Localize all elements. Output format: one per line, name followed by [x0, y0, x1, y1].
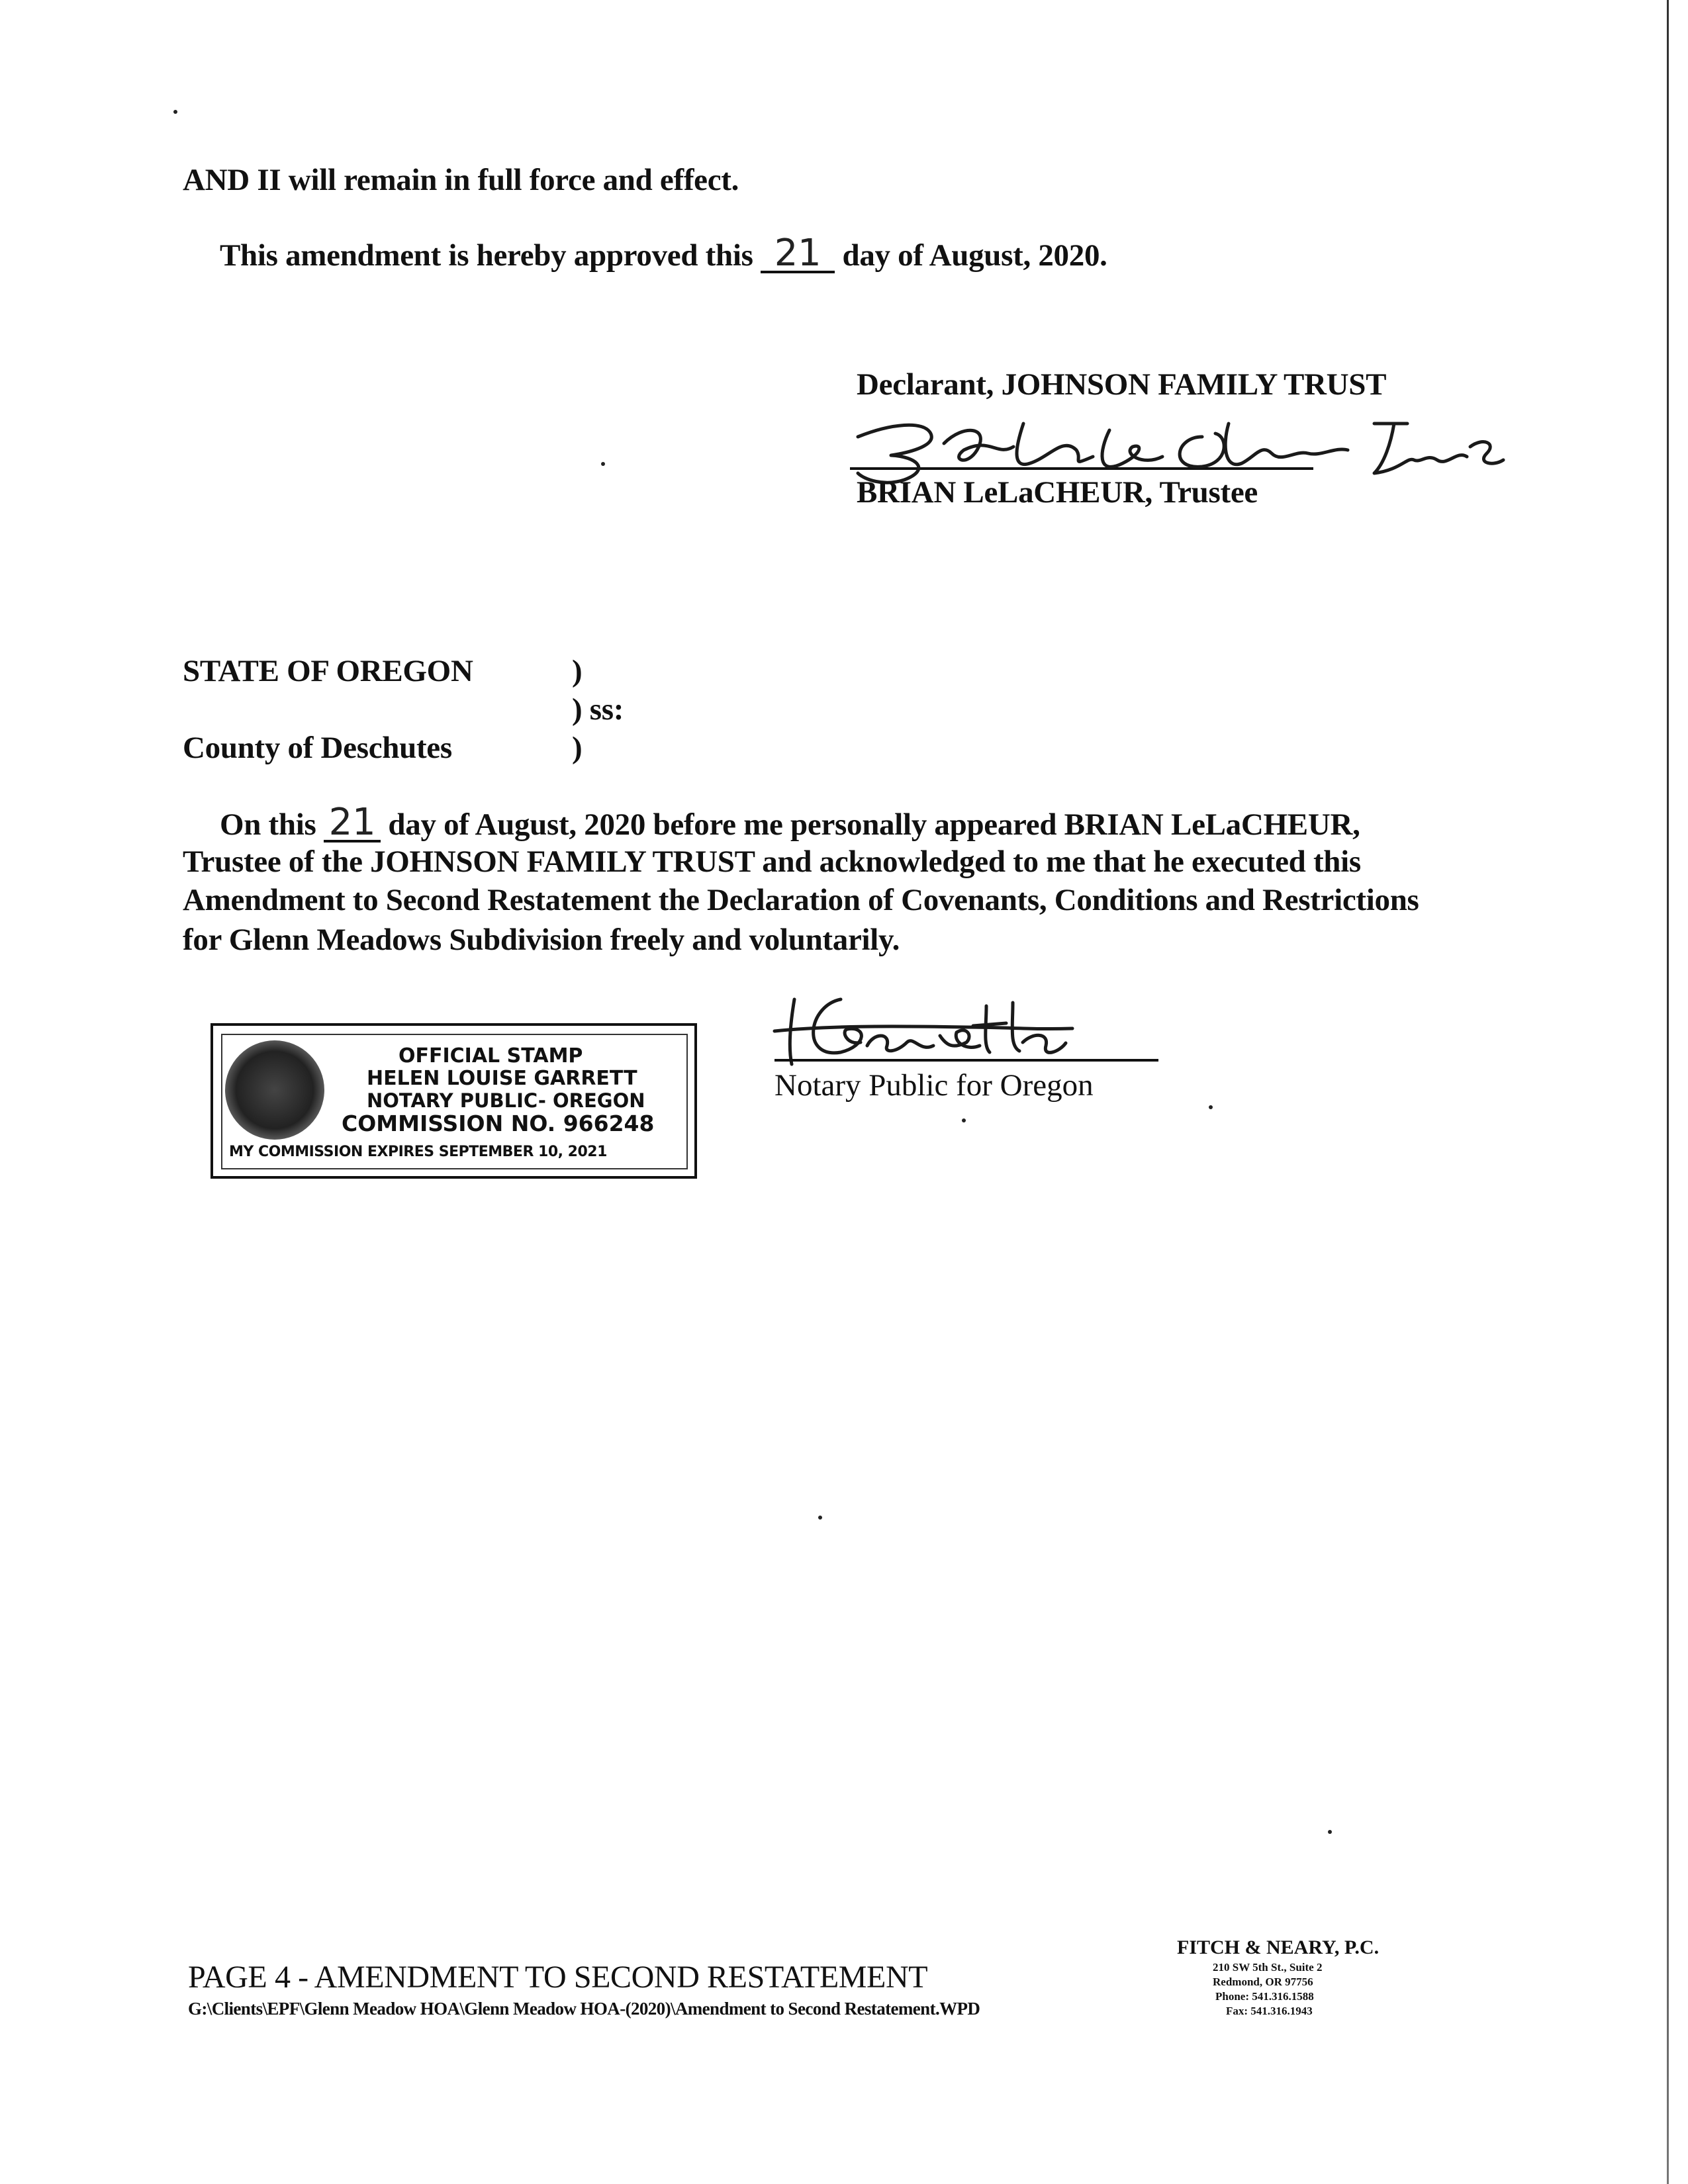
ack-line-1: [220, 801, 1360, 844]
approval-suffix: day of August, 2020.: [842, 238, 1107, 273]
scan-speck: [601, 462, 605, 466]
ack-prefix: On this: [220, 807, 316, 842]
venue-paren-1: ): [572, 654, 583, 688]
notary-title: Notary Public for Oregon: [774, 1068, 1094, 1103]
scan-speck: [1328, 1830, 1332, 1834]
declarant-line: Declarant, JOHNSON FAMILY TRUST: [857, 367, 1387, 402]
scan-speck: [173, 110, 177, 114]
notary-stamp: [211, 1023, 697, 1179]
notary-signature-text: HGarrett: [900, 1019, 906, 1020]
notary-signature: [768, 979, 1112, 1072]
notary-signature-line: [774, 1059, 1158, 1062]
firm-phone: Phone: 541.316.1588: [1215, 1990, 1314, 2003]
venue-paren-2: ) ss:: [572, 692, 624, 727]
firm-name: FITCH & NEARY, P.C.: [1177, 1936, 1380, 1958]
footer-file-path: G:\Clients\EPF\Glenn Meadow HOA\Glenn Meadow HOA-(2020)\Amendment to Second Restatement.WPD: [188, 1999, 980, 2019]
firm-fax: Fax: 541.316.1943: [1226, 2005, 1313, 2017]
ack-line-1-text: day of August, 2020 before me personally appeared BRIAN LeLaCHEUR,: [388, 807, 1360, 842]
venue-state: STATE OF OREGON: [183, 654, 473, 688]
approval-line: [220, 232, 1107, 275]
firm-address-2: Redmond, OR 97756: [1213, 1976, 1313, 1988]
venue-paren-3: ): [572, 731, 583, 765]
stamp-line-4: COMMISSION NO. 966248: [342, 1111, 655, 1136]
approval-prefix: This amendment is hereby approved this: [220, 238, 753, 273]
approval-day-field: 21: [761, 236, 835, 273]
continuation-text: AND II will remain in full force and effect.: [183, 163, 739, 197]
venue-county: County of Deschutes: [183, 731, 452, 765]
scan-speck: [818, 1516, 822, 1520]
oregon-seal-icon: [225, 1040, 324, 1140]
stamp-line-3: NOTARY PUBLIC- OREGON: [367, 1089, 645, 1112]
firm-address-1: 210 SW 5th St., Suite 2: [1213, 1961, 1323, 1974]
stamp-line-2: HELEN LOUISE GARRETT: [367, 1067, 637, 1090]
ack-line-2: Trustee of the JOHNSON FAMILY TRUST and acknowledged to me that he executed this: [183, 844, 1361, 879]
trustee-name: BRIAN LeLaCHEUR, Trustee: [857, 475, 1258, 510]
stamp-line-1: OFFICIAL STAMP: [399, 1044, 583, 1068]
scan-speck: [962, 1118, 966, 1122]
scan-edge-border: [1667, 0, 1669, 2184]
trustee-signature-text: Brian LeLaCheur Trustee: [1162, 443, 1180, 444]
ack-line-4: for Glenn Meadows Subdivision freely and voluntarily.: [183, 923, 900, 957]
stamp-line-5: MY COMMISSION EXPIRES SEPTEMBER 10, 2021: [229, 1144, 607, 1160]
scan-speck: [1209, 1105, 1213, 1109]
ack-line-3: Amendment to Second Restatement the Declaration of Covenants, Conditions and Restrictions: [183, 883, 1419, 917]
ack-day-field: 21: [324, 805, 381, 842]
footer-page-title: PAGE 4 - AMENDMENT TO SECOND RESTATEMENT: [188, 1960, 928, 1995]
